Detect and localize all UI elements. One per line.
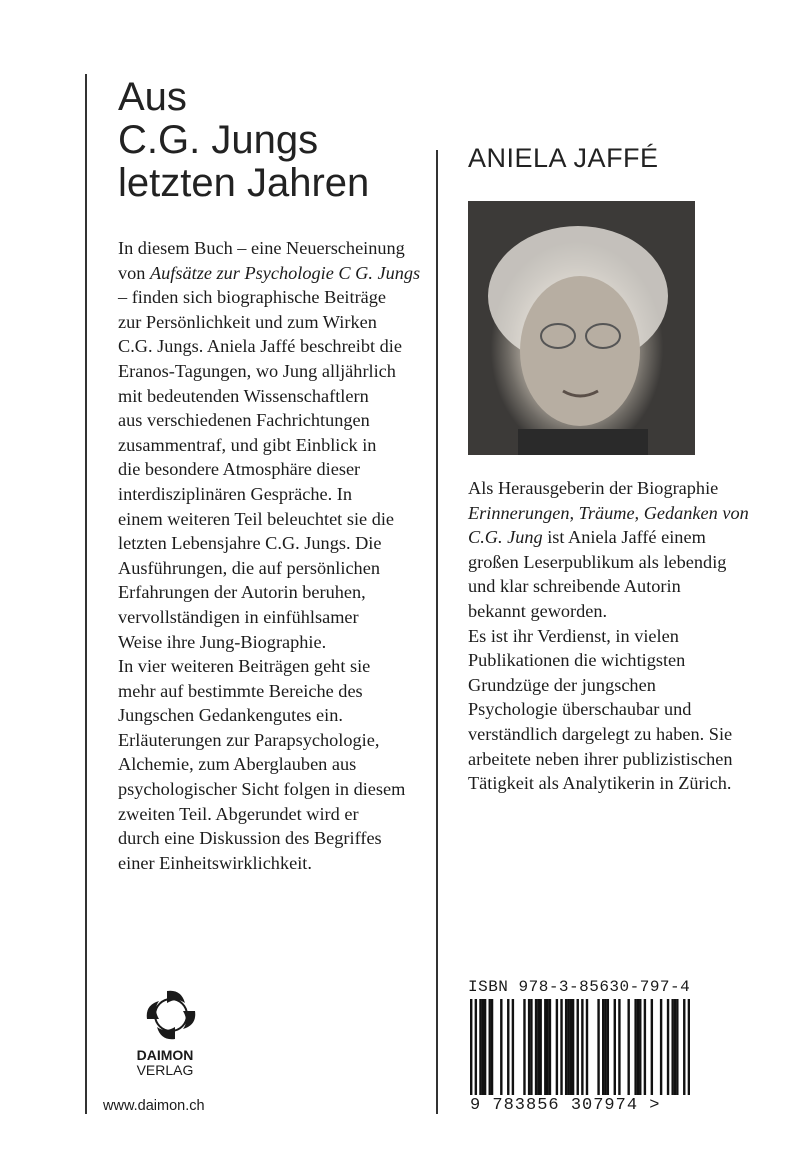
text-line: einer Einheitswirklichkeit. (118, 852, 312, 873)
italic-title: Aufsätze zur Psychologie C G. Jungs (150, 262, 421, 283)
text-line: interdisziplinären Gespräche. In (118, 483, 353, 504)
barcode-bar (539, 999, 541, 1095)
barcode-bar (530, 999, 532, 1095)
barcode-bar (507, 999, 509, 1095)
barcode-bar (535, 999, 537, 1095)
barcode-bar (475, 999, 477, 1095)
barcode-bar (637, 999, 639, 1095)
barcode-bar (470, 999, 472, 1095)
barcode-bar (577, 999, 579, 1095)
text-line: Erläuterungen zur Parapsychologie, (118, 729, 380, 750)
publisher-url: www.daimon.ch (103, 1098, 205, 1114)
text-line: Ausführungen, die auf persönlichen (118, 557, 380, 578)
barcode-bar (549, 999, 551, 1095)
book-description (118, 236, 420, 875)
text-line: psychologischer Sicht folgen in diesem (118, 779, 406, 800)
barcode-bar (523, 999, 525, 1095)
text-line: und klar schreibende Autorin (468, 576, 681, 597)
text-line (118, 261, 420, 286)
text-line: Erfahrungen der Autorin beruhen, (118, 582, 366, 603)
barcode-bar (639, 999, 641, 1095)
barcode-bar (671, 999, 673, 1095)
book-title (118, 76, 369, 205)
text-line: durch eine Diskussion des Begriffes (118, 828, 382, 849)
barcode-bar (570, 999, 572, 1095)
barcode-bar (544, 999, 546, 1095)
barcode (470, 999, 690, 1095)
text-line: Weise ihre Jung-Biographie. (118, 631, 327, 652)
text-line: Eranos-Tagungen, wo Jung alljährlich (118, 360, 396, 381)
italic-title: Erinnerungen, Träume, Gedanken von (468, 502, 749, 523)
barcode-bar (688, 999, 690, 1095)
text-line: vervollständigen in einfühlsamer (118, 606, 359, 627)
barcode-bar (627, 999, 629, 1095)
barcode-bar (489, 999, 491, 1095)
text-line: letzten Lebensjahre C.G. Jungs. Die (118, 533, 382, 554)
text-line: arbeitete neben ihrer publizistischen (468, 748, 733, 769)
text-line: In diesem Buch – eine Neuerscheinung (118, 238, 405, 258)
text-segment: von (118, 262, 150, 283)
text-line: einem weiteren Teil beleuchtet sie die (118, 508, 395, 529)
italic-title: C.G. Jung (468, 527, 543, 548)
title-line: letzten Jahren (118, 161, 370, 205)
barcode-bar (528, 999, 530, 1095)
text-line: In vier weiteren Beiträgen geht sie (118, 656, 371, 677)
barcode-bar (614, 999, 616, 1095)
text-line: Alchemie, zum Aberglauben aus (118, 754, 357, 775)
publisher-logo-text (128, 1048, 202, 1078)
text-line: bekannt geworden. (468, 600, 608, 621)
text-line: Als Herausgeberin der Biographie (468, 478, 719, 498)
barcode-bar (537, 999, 539, 1095)
author-bio (468, 476, 749, 796)
barcode-bar (604, 999, 606, 1095)
barcode-bar (683, 999, 685, 1095)
barcode-bar (500, 999, 502, 1095)
barcode-bar (572, 999, 574, 1095)
center-divider-line (436, 150, 438, 1114)
barcode-bar (567, 999, 569, 1095)
barcode-bar (560, 999, 562, 1095)
text-line: zusammentraf, und gibt Einblick in (118, 434, 377, 455)
barcode-bar (484, 999, 486, 1095)
barcode-bar (491, 999, 493, 1095)
text-segment: ist Aniela Jaffé einem (542, 527, 706, 548)
barcode-bar (581, 999, 583, 1095)
text-line: verständlich dargelegt zu haben. Sie (468, 723, 733, 744)
text-line (468, 525, 749, 550)
author-photo (468, 201, 695, 455)
barcode-bar (565, 999, 567, 1095)
left-divider-line (85, 74, 87, 1114)
barcode-bar (634, 999, 636, 1095)
text-line: – finden sich biographische Beiträge (118, 287, 387, 308)
barcode-bar (660, 999, 662, 1095)
barcode-bar (674, 999, 676, 1095)
barcode-bar (586, 999, 588, 1095)
title-line: C.G. Jungs (118, 118, 319, 162)
text-line: großen Leserpublikum als lebendig (468, 551, 727, 572)
barcode-bar (676, 999, 678, 1095)
text-line: Grundzüge der jungschen (468, 674, 656, 695)
barcode-bar (667, 999, 669, 1095)
barcode-bar (512, 999, 514, 1095)
text-line: Psychologie überschaubar und (468, 699, 692, 720)
text-line: Tätigkeit als Analytikerin in Zürich. (468, 773, 732, 794)
text-line: die besondere Atmosphäre dieser (118, 459, 361, 480)
text-line: zur Persönlichkeit und zum Wirken (118, 311, 377, 332)
text-line: aus verschiedenen Fachrichtungen (118, 410, 370, 431)
publisher-sub: VERLAG (136, 1062, 194, 1078)
barcode-digits: 9 783856 307974 > (470, 1096, 661, 1115)
barcode-bar (556, 999, 558, 1095)
publisher-name: DAIMON (136, 1047, 194, 1063)
text-line: Es ist ihr Verdienst, in vielen (468, 625, 679, 646)
barcode-bar (651, 999, 653, 1095)
barcode-bar (644, 999, 646, 1095)
title-line: Aus (118, 75, 187, 119)
barcode-bar (618, 999, 620, 1095)
text-line: Publikationen die wichtigsten (468, 650, 686, 671)
text-line: C.G. Jungs. Aniela Jaffé beschreibt die (118, 336, 402, 357)
author-name: ANIELA JAFFÉ (468, 143, 659, 173)
barcode-bar (602, 999, 604, 1095)
text-line: mehr auf bestimmte Bereiche des (118, 680, 363, 701)
barcode-bar (607, 999, 609, 1095)
barcode-bar (479, 999, 481, 1095)
text-line: zweiten Teil. Abgerundet wird er (118, 803, 359, 824)
text-line (468, 501, 749, 526)
barcode-bar (482, 999, 484, 1095)
barcode-bar (597, 999, 599, 1095)
text-line: mit bedeutenden Wissenschaftlern (118, 385, 369, 406)
barcode-bar (546, 999, 548, 1095)
text-line: Jungschen Gedankengutes ein. (118, 705, 343, 726)
isbn-label: ISBN 978-3-85630-797-4 (468, 978, 691, 996)
